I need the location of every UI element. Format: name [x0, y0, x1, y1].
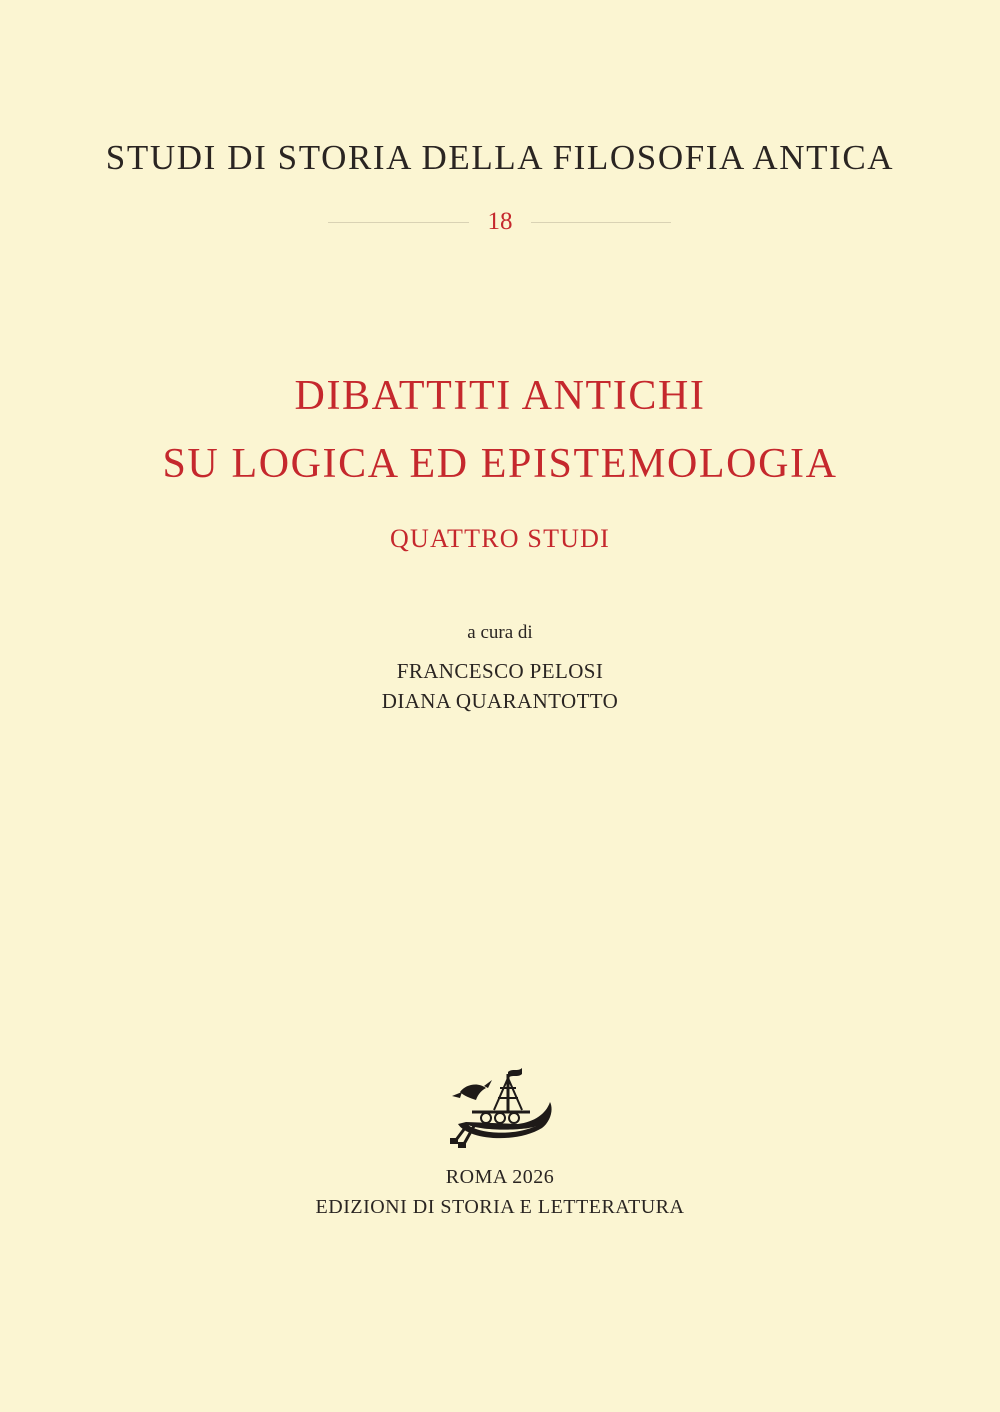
publisher-name: EDIZIONI DI STORIA E LETTERATURA	[315, 1196, 685, 1218]
editor-name: FRANCESCO PELOSI	[396, 659, 604, 683]
book-title-line-1: DIBATTITI ANTICHI	[294, 373, 706, 419]
editor-name: DIANA QUARANTOTTO	[381, 689, 619, 713]
book-subtitle: QUATTRO STUDI	[390, 524, 610, 553]
editors-label: a cura di	[467, 622, 533, 643]
series-rule-right	[531, 222, 671, 223]
imprint-place-year: ROMA 2026	[445, 1166, 555, 1188]
book-title-line-2: SU LOGICA ED EPISTEMOLOGIA	[162, 441, 838, 487]
ship-with-bird-icon	[438, 1062, 564, 1152]
series-number: 18	[487, 208, 513, 235]
series-title: STUDI DI STORIA DELLA FILOSOFIA ANTICA	[105, 138, 895, 177]
